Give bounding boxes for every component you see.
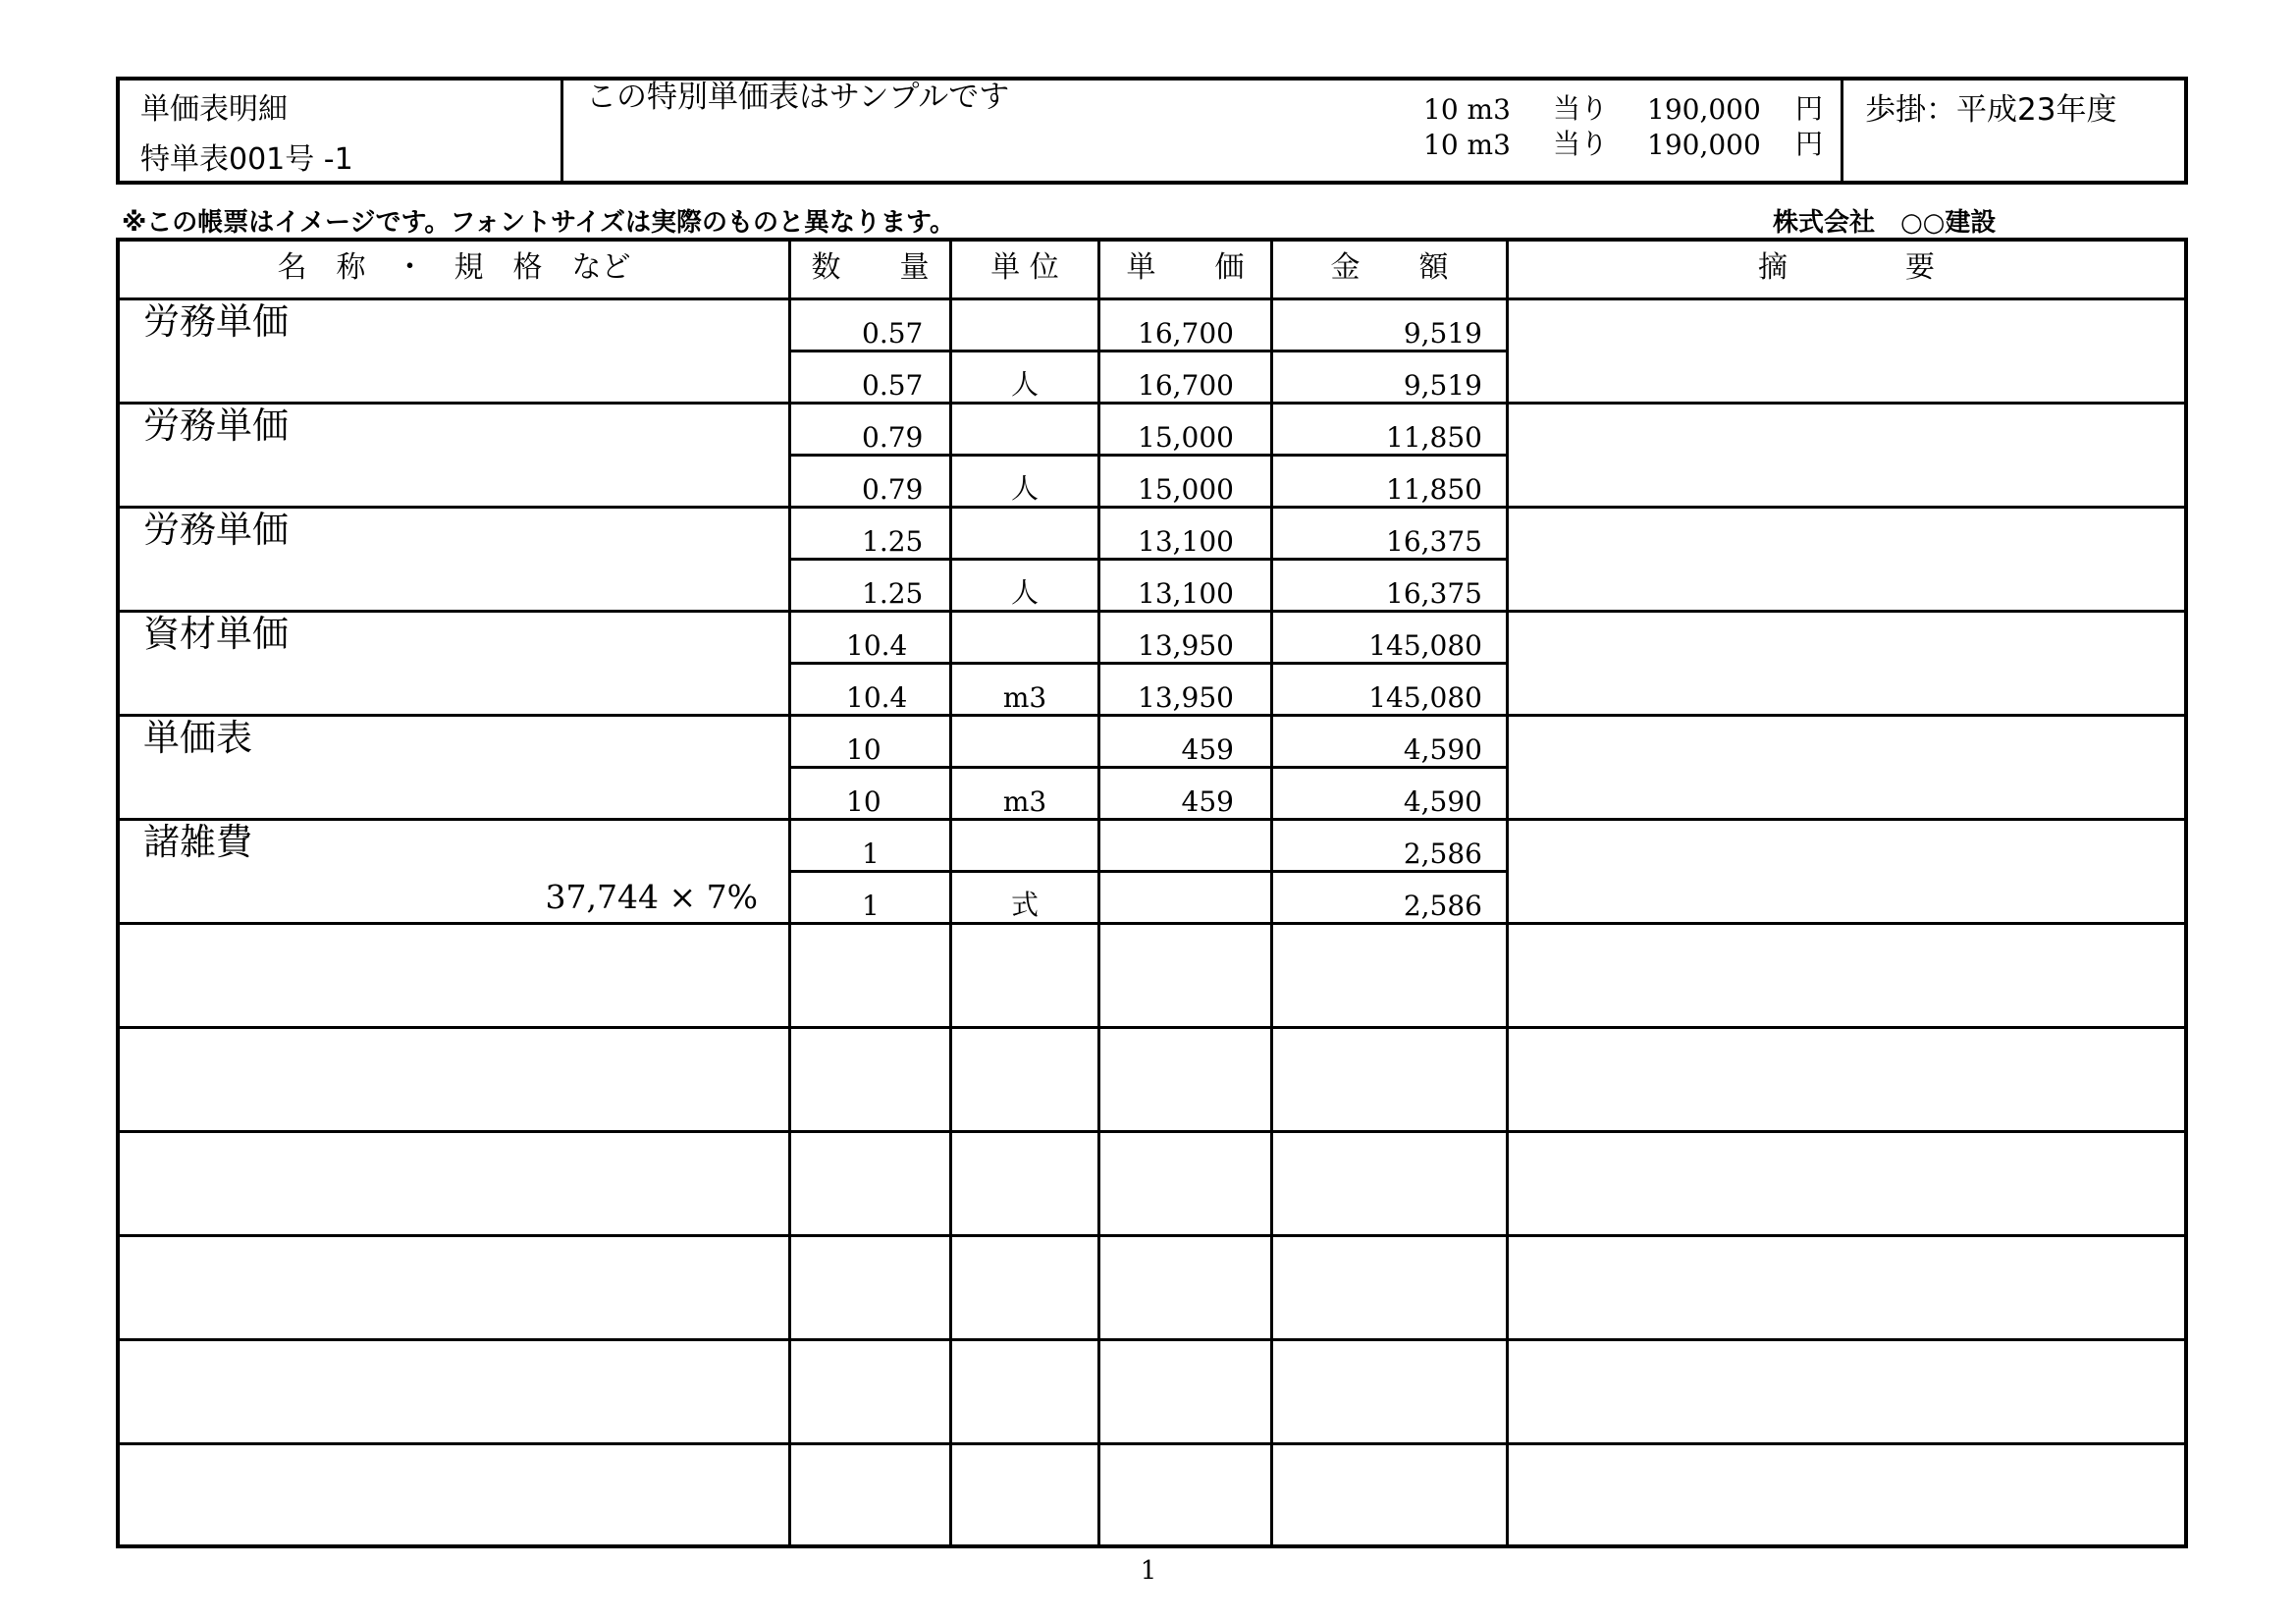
item-mid-line <box>788 662 1506 665</box>
item-mid-line <box>788 558 1506 561</box>
row-line <box>116 1234 2188 1237</box>
item-amount: 4,590 <box>1403 733 1482 766</box>
item-name: 諸雑費 <box>143 821 252 863</box>
item-price: 13,950 <box>1138 629 1234 662</box>
item-price-total: 15,000 <box>1138 473 1234 506</box>
item-qty-total: 10.4 <box>846 681 908 714</box>
col-header-amount: 金 額 <box>1330 250 1449 285</box>
company-name: 株式会社 ○○建設 <box>1773 208 1997 238</box>
item-amount: 11,850 <box>1386 421 1482 454</box>
item-amount-total: 11,850 <box>1386 473 1482 506</box>
item-qty: 10.4 <box>846 629 908 662</box>
item-unit: m3 <box>1002 681 1047 714</box>
row-line <box>116 506 2188 509</box>
header-per-1: 当り <box>1553 92 1609 125</box>
document-title: 単価表明細 <box>140 92 288 127</box>
item-qty: 1.25 <box>862 525 924 558</box>
item-amount: 2,586 <box>1403 838 1482 870</box>
header-per-2: 当り <box>1553 128 1609 160</box>
item-price-total: 13,950 <box>1138 681 1234 714</box>
item-name: 労務単価 <box>143 509 289 551</box>
item-unit: m3 <box>1002 785 1047 818</box>
item-mid-line <box>788 454 1506 457</box>
item-mid-line <box>788 350 1506 352</box>
disclaimer: ※この帳票はイメージです。フォントサイズは実際のものと異なります。 <box>122 208 955 238</box>
item-qty-total: 0.57 <box>862 369 924 402</box>
col-header-unit: 単 位 <box>990 250 1059 285</box>
item-qty-total: 0.79 <box>862 473 924 506</box>
table-header-underline <box>116 297 2188 300</box>
item-price: 459 <box>1181 733 1234 766</box>
col-header-name: 名 称 ・ 規 格 など <box>277 250 631 285</box>
header-amount-1: 190,000 <box>1647 93 1761 126</box>
item-amount-total: 2,586 <box>1403 890 1482 922</box>
item-unit: 式 <box>1010 889 1039 921</box>
document-code: 特単表001号 -1 <box>140 142 353 177</box>
header-qty-2: 10 m3 <box>1423 129 1511 161</box>
header-qty-1: 10 m3 <box>1423 93 1511 126</box>
row-line <box>116 1442 2188 1445</box>
header-divider-1 <box>561 77 563 185</box>
rate-label: 歩掛：平成23年度 <box>1865 92 2117 128</box>
item-qty-total: 1.25 <box>862 577 924 610</box>
item-price-total: 459 <box>1181 785 1234 818</box>
row-line <box>116 714 2188 717</box>
row-line <box>116 818 2188 821</box>
item-qty-total: 10 <box>846 785 881 818</box>
header-divider-2 <box>1841 77 1843 185</box>
item-mid-line <box>788 870 1506 873</box>
item-mid-line <box>788 766 1506 769</box>
item-qty: 0.57 <box>862 317 924 350</box>
item-amount: 9,519 <box>1403 317 1482 350</box>
item-name: 労務単価 <box>143 405 289 447</box>
item-sub-calc: 37,744 × 7% <box>545 878 758 916</box>
item-name: 資材単価 <box>143 613 289 655</box>
item-amount-total: 9,519 <box>1403 369 1482 402</box>
item-amount: 16,375 <box>1386 525 1482 558</box>
item-amount-total: 145,080 <box>1368 681 1482 714</box>
item-qty: 0.79 <box>862 421 924 454</box>
col-header-qty: 数 量 <box>811 250 930 285</box>
col-line-1 <box>788 238 791 1548</box>
row-line <box>116 610 2188 613</box>
item-price-total: 13,100 <box>1138 577 1234 610</box>
item-unit: 人 <box>1010 576 1039 609</box>
row-line <box>116 402 2188 405</box>
page-number: 1 <box>1140 1556 1157 1586</box>
item-amount: 145,080 <box>1368 629 1482 662</box>
item-price: 13,100 <box>1138 525 1234 558</box>
item-amount-total: 16,375 <box>1386 577 1482 610</box>
item-name: 単価表 <box>143 717 252 759</box>
item-amount-total: 4,590 <box>1403 785 1482 818</box>
row-line <box>116 1338 2188 1341</box>
item-price: 16,700 <box>1138 317 1234 350</box>
item-unit: 人 <box>1010 472 1039 505</box>
item-price: 15,000 <box>1138 421 1234 454</box>
row-line <box>116 1026 2188 1029</box>
header-yen-2: 円 <box>1795 128 1824 160</box>
row-line <box>116 922 2188 925</box>
header-amount-2: 190,000 <box>1647 129 1761 161</box>
item-qty: 1 <box>862 838 880 870</box>
item-unit: 人 <box>1010 368 1039 401</box>
sample-note: この特別単価表はサンプルです <box>586 80 1010 115</box>
item-name: 労務単価 <box>143 300 289 343</box>
col-line-5 <box>1506 238 1509 1548</box>
row-line <box>116 1130 2188 1133</box>
col-header-price: 単 価 <box>1126 250 1245 285</box>
col-header-note: 摘 要 <box>1758 250 1935 285</box>
header-yen-1: 円 <box>1795 92 1824 125</box>
item-qty-total: 1 <box>862 890 880 922</box>
item-price-total: 16,700 <box>1138 369 1234 402</box>
item-qty: 10 <box>846 733 881 766</box>
